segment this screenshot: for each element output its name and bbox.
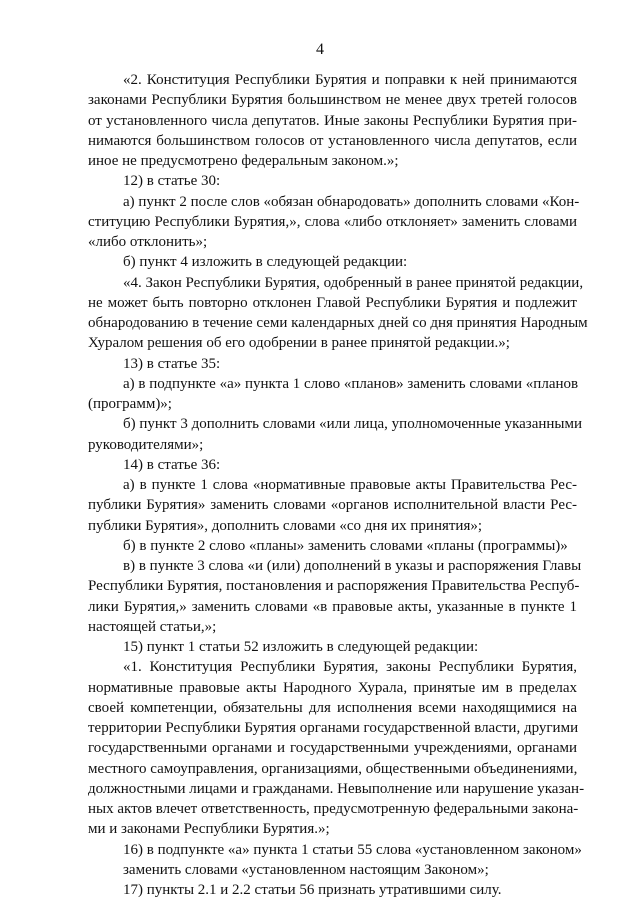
text-line: территории Республики Бурятия органами государственной власти, другими <box>88 720 579 736</box>
text-line: а) пункт 2 после слов «обязан обнародовать» дополнить словами «Кон- <box>123 193 580 210</box>
text-line: от установленного числа депутатов. Иные законы Республики Бурятия при- <box>88 112 577 129</box>
text-line: настоящей статьи,»; <box>88 618 217 635</box>
text-line: не может быть повторно отклонен Главой Республики Бурятия и подлежит <box>88 294 577 311</box>
text-line: а) в подпункте «а» пункта 1 слово «планов» заменить словами «планов <box>123 375 579 392</box>
text-line: Республики Бурятия, постановления и распоряжения Правительства Респуб- <box>88 578 580 595</box>
text-line: иное не предусмотрено федеральным законом.»; <box>88 153 399 169</box>
text-line: а) в пункте 1 слова «нормативные правовые акты Правительства Рес- <box>123 477 577 493</box>
text-line: местного самоуправления, организациями, общественными объединениями, <box>88 760 578 777</box>
text-line: б) в пункте 2 слово «планы» заменить словами «планы (программы)» <box>123 537 568 554</box>
text-line: ституцию Республики Бурятия,», слова «либо отклоняет» заменить словами <box>88 213 577 230</box>
text-line: 13) в статье 35: <box>123 355 221 372</box>
text-line: своей компетенции, обязательны для исполнения всеми находящимися на <box>88 699 577 716</box>
text-line: б) пункт 3 дополнить словами «или лица, уполномоченные указанными <box>123 416 583 433</box>
text-line: нормативные правовые акты Народного Хурала, принятые им в пределах <box>88 679 577 696</box>
text-line: 16) в подпункте «а» пункта 1 статьи 55 слова «установленном законом» <box>123 841 582 858</box>
text-line: законами Республики Бурятия большинством не менее двух третей голосов <box>88 92 577 109</box>
text-line: Хуралом решения об его одобрении в ранее принятой редакции.»; <box>88 335 510 352</box>
text-line: «либо отклонить»; <box>88 234 208 250</box>
page-number: 4 <box>316 41 324 58</box>
text-line: должностными лицами и гражданами. Невыполнение или нарушение указан- <box>88 780 585 797</box>
text-line: лики Бурятия,» заменить словами «в правовые акты, указанные в пункте 1 <box>88 598 577 615</box>
text-line: ми и законами Республики Бурятия.»; <box>88 821 330 838</box>
text-line: (программ)»; <box>88 396 172 412</box>
text-line: «2. Конституция Республики Бурятия и поправки к ней принимаются <box>123 72 577 88</box>
text-line: 17) пункты 2.1 и 2.2 статьи 56 признать утратившими силу. <box>123 882 502 898</box>
text-line: публики Бурятия», дополнить словами «со дня их принятия»; <box>88 517 483 534</box>
text-line: ных актов влечет ответственность, предусмотренную федеральными закона- <box>88 801 579 817</box>
text-line: 12) в статье 30: <box>123 173 221 190</box>
text-line: государственными органами и государственными учреждениями, органами <box>88 740 577 757</box>
text-line: в) в пункте 3 слова «и (или) дополнений в указы и распоряжения Главы <box>123 558 582 574</box>
text-line: руководителями»; <box>88 436 204 453</box>
text-line: «1. Конституция Республики Бурятия, законы Республики Бурятия, <box>123 659 577 676</box>
text-line: обнародованию в течение семи календарных дней со дня принятия Народным <box>88 315 588 331</box>
text-line: нимаются большинством голосов от установленного числа депутатов, если <box>88 132 577 149</box>
text-line: «4. Закон Республики Бурятия, одобренный в ранее принятой редакции, <box>123 274 584 291</box>
text-line: публики Бурятия» заменить словами «органов исполнительной власти Рес- <box>88 497 577 514</box>
text-line: заменить словами «установленном настоящим Законом»; <box>123 861 489 878</box>
text-line: 14) в статье 36: <box>123 456 221 473</box>
text-line: б) пункт 4 изложить в следующей редакции: <box>123 254 408 271</box>
text-line: 15) пункт 1 статьи 52 изложить в следующей редакции: <box>123 639 479 655</box>
